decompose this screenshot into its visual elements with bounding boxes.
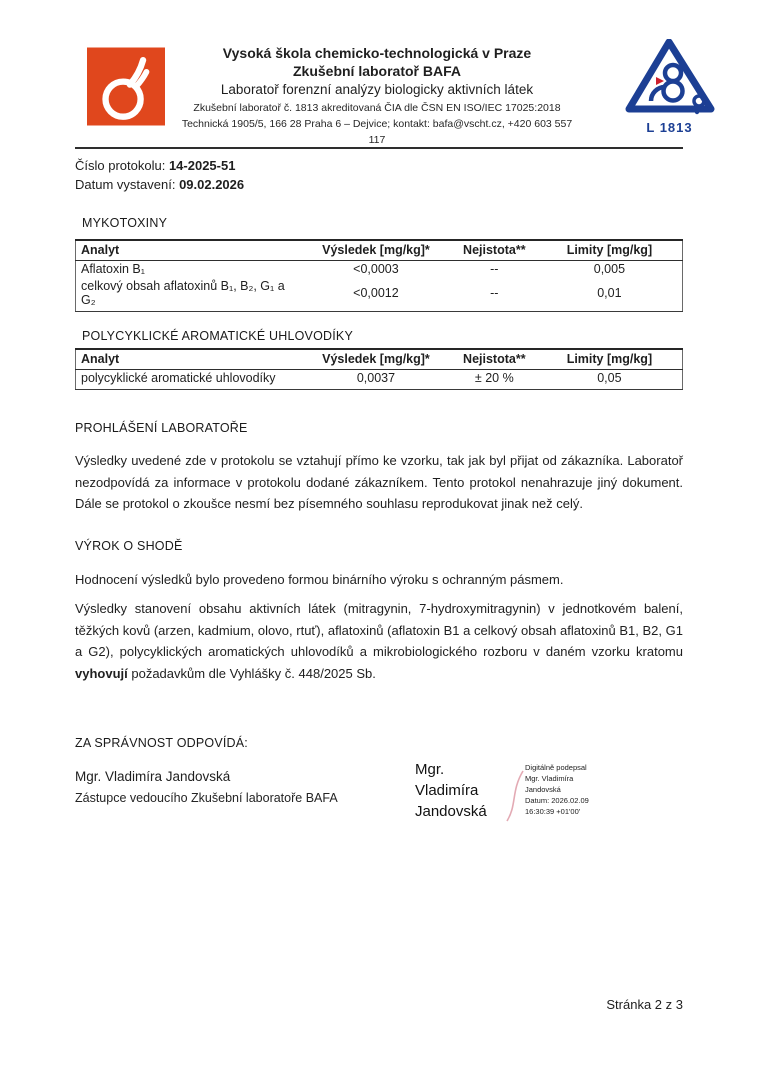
table-header-row xyxy=(76,240,683,261)
digital-name-line: Mgr. xyxy=(415,761,445,778)
pah-table xyxy=(75,348,683,390)
digital-detail-line: Jandovská xyxy=(525,785,561,794)
dept-line: Laboratoř forenzní analýzy biologicky aktivních látek xyxy=(220,82,534,97)
col-header-limity: Limity [mg/kg] xyxy=(537,240,683,261)
mykotoxiny-table xyxy=(75,239,683,312)
cell-nejistota: -- xyxy=(490,262,499,276)
col-header-vysledek: Výsledek [mg/kg]* xyxy=(300,240,452,261)
protocol-date-label: Datum vystavení: xyxy=(75,177,176,192)
digital-name-line: Jandovská xyxy=(415,803,487,820)
table-row xyxy=(76,370,683,390)
cell-analyt: celkový obsah aflatoxinů B₁, B₂, G₁ a G₂ xyxy=(76,278,301,312)
header-text-block xyxy=(175,44,579,148)
cell-vysledek: <0,0003 xyxy=(353,262,399,276)
col-header-analyt: Analyt xyxy=(76,240,301,261)
table-row xyxy=(76,261,683,279)
section-title-mykotoxiny: MYKOTOXINY xyxy=(82,216,168,230)
digital-signature xyxy=(415,759,589,822)
col-header-limity: Limity [mg/kg] xyxy=(537,349,683,370)
lab-name: Zkušební laboratoř BAFA xyxy=(292,63,462,79)
signoff-row xyxy=(75,761,683,822)
signer-role: Zástupce vedoucího Zkušební laboratoře BAFA xyxy=(75,791,338,805)
cia-accreditation-logo xyxy=(623,39,716,135)
verdict-statement xyxy=(75,598,683,684)
accreditation-line: Zkušební laboratoř č. 1813 akreditovaná ČIA dle ČSN EN ISO/IEC 17025:2018 xyxy=(193,102,561,114)
cell-analyt: polycyklické aromatické uhlovodíky xyxy=(76,370,301,390)
verdict-title: VÝROK O SHODĚ xyxy=(75,538,183,553)
cell-limity: 0,05 xyxy=(537,370,683,390)
accreditation-number: L 1813 xyxy=(646,120,693,135)
protocol-meta xyxy=(75,156,683,194)
cell-limity: 0,01 xyxy=(537,278,683,312)
digital-detail-line: Digitálně podepsal xyxy=(525,763,587,772)
cell-nejistota: -- xyxy=(452,278,537,312)
digital-signature-name xyxy=(415,759,511,822)
protocol-date-value: 09.02.2026 xyxy=(179,177,245,192)
protocol-date-line xyxy=(75,175,683,194)
cell-limity: 0,005 xyxy=(593,262,626,276)
org-name: Vysoká škola chemicko-technologická v Praze xyxy=(222,45,532,61)
digital-detail-line: Mgr. Vladimíra xyxy=(525,774,574,783)
table-row xyxy=(76,278,683,312)
verdict-statement-bold: vyhovují xyxy=(75,665,128,681)
cell-nejistota: ± 20 % xyxy=(452,370,537,390)
cell-vysledek: <0,0012 xyxy=(300,278,452,312)
digital-name-line: Vladimíra xyxy=(415,782,479,799)
verdict-method-text: Hodnocení výsledků bylo provedeno formou binárního výroku s ochranným pásmem. xyxy=(75,571,564,587)
cia-triangle-icon xyxy=(623,39,716,117)
address-contact-line: Technická 1905/5, 166 28 Praha 6 – Dejvice; kontakt: bafa@vscht.cz, +420 603 557 117 xyxy=(181,118,573,146)
declaration-text: Výsledky uvedené zde v protokolu se vztahují přímo ke vzorku, tak jak byl přijat od zákazníka. Laboratoř nezodpovídá za informace v protokolu dodané zákazníkem. Tento protokol nenahrazuje jiný dokument. Dále se protokol o zkoušce nesmí bez písemného souhlasu reprodukovat jinak než celý. xyxy=(75,453,683,511)
digital-detail-line: 16:30:39 +01'00' xyxy=(525,807,581,816)
protocol-number-line xyxy=(75,156,683,175)
protocol-number-label: Číslo protokolu: xyxy=(75,158,166,173)
declaration-title: PROHLÁŠENÍ LABORATOŘE xyxy=(75,421,248,435)
document-header xyxy=(75,44,693,146)
col-header-analyt: Analyt xyxy=(76,349,301,370)
verdict-statement-before: Výsledky stanovení obsahu aktivních látek (mitragynin, 7-hydroxymitragynin) v jednotkovém balení, těžkých kovů (arzen, kadmium, olovo, rtuť), aflatoxinů (aflatoxin B1 a celkový obsah aflatoxinů B1, B2, G1 a G2), polycyklických aromatických uhlovodíků a mikrobiologického rozboru v daném vzorku kratomu xyxy=(75,601,683,659)
col-header-vysledek: Výsledek [mg/kg]* xyxy=(300,349,452,370)
section-title-pah: POLYCYKLICKÉ AROMATICKÉ UHLOVODÍKY xyxy=(82,329,353,343)
cell-vysledek: 0,0037 xyxy=(300,370,452,390)
signer-block xyxy=(75,767,415,808)
signer-name: Mgr. Vladimíra Jandovská xyxy=(75,769,231,784)
signature-flourish-icon xyxy=(501,767,535,825)
protocol-number-value: 14-2025-51 xyxy=(168,158,236,173)
table-header-row xyxy=(76,349,683,370)
col-header-nejistota: Nejistota** xyxy=(452,349,537,370)
cell-analyt: Aflatoxin B₁ xyxy=(81,262,145,276)
page-number: Stránka 2 z 3 xyxy=(606,997,683,1012)
verdict-statement-after: požadavkům dle Vyhlášky č. 448/2025 Sb. xyxy=(127,665,376,681)
signoff-heading: ZA SPRÁVNOST ODPOVÍDÁ: xyxy=(75,736,248,750)
digital-detail-line: Datum: 2026.02.09 xyxy=(525,796,589,805)
vscht-flask-logo-icon xyxy=(87,47,165,126)
col-header-nejistota: Nejistota** xyxy=(452,240,537,261)
